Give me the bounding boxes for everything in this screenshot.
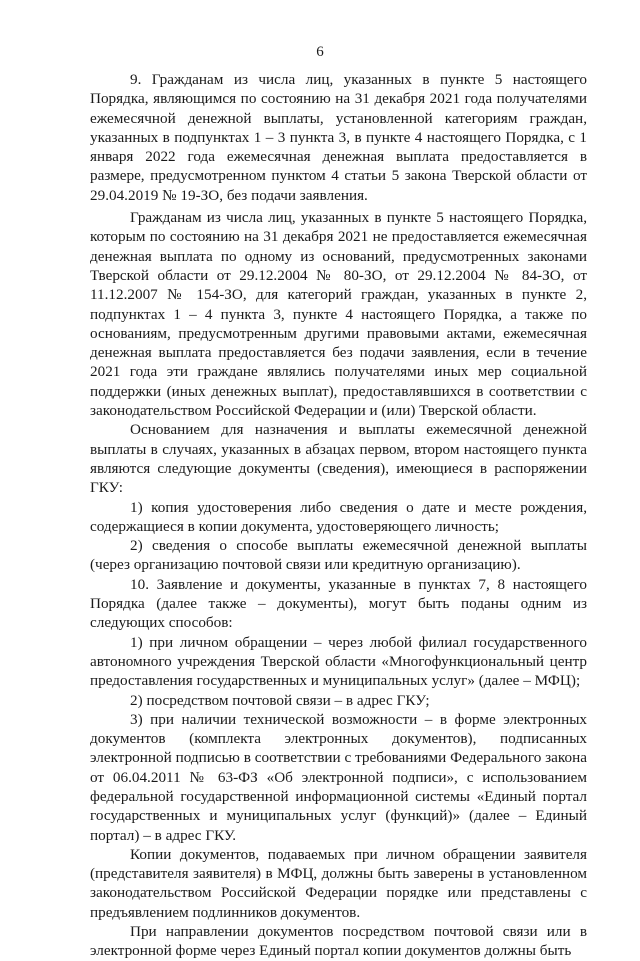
list-item-personal-visit: 1) при личном обращении – через любой филиал государственного автономного учреждения Тверской области «Многофункциональный центр предоставления государственных и муниципальных услуг» (далее – МФЦ); [90, 633, 587, 690]
list-item-electronic: 3) при наличии технической возможности – в форме электронных документов (комплекта электронных документов), подписанных электронной подписью в соответствии с требованиями Федерального закона от 06.04.2011 № 63-ФЗ «Об электронной подписи», с использованием федеральной государственной информационной системы «Единый портал государственных и муниципальных услуг (функций)» (далее – Единый портал) – в адрес ГКУ. [90, 710, 587, 844]
list-item-postal: 2) посредством почтовой связи – в адрес ГКУ; [130, 691, 430, 709]
paragraph-9-second: Гражданам из числа лиц, указанных в пункте 5 настоящего Порядка, которым по состоянию на 31 декабря 2021 не предоставляется ежемесячная денежная выплата по одному из оснований, предусмотренных законами Тверской области от 29.12.2004 № 80-ЗО, от 29.12.2004 № 84-ЗО, от 11.12.2007 № 154-ЗО, для категорий граждан, указанных в пункте 2, подпунктах 1 – 4 пункта 3, пункте 4 настоящего Порядка, а также по основаниям, предусмотренным другими правовыми актами, ежемесячная денежная выплата предоставляется без подачи заявления, если в течение 2021 года эти граждане являлись получателями иных мер социальной поддержки (иных денежных выплат), предоставлявшихся в соответствии с законодательством Российской Федерации и (или) Тверской области. [90, 209, 587, 420]
paragraph-document-copies: Копии документов, подаваемых при личном обращении заявителя (представителя заявителя) в МФЦ, должны быть заверены в установленном законодательством Российской Федерации порядке или представлены с предъявлением подлинников документов. [90, 845, 587, 921]
page-number: 6 [316, 44, 324, 60]
paragraph-9: 9. Гражданам из числа лиц, указанных в пункте 5 настоящего Порядка, являющимся по состоянию на 31 декабря 2021 года получателями ежемесячной денежной выплаты, установленной категориям граждан, указанных в подпунктах 1 – 3 пункта 3, в пункте 4 настоящего Порядка, с 1 января 2022 года ежемесячная денежная выплата предоставляется в размере, предусмотренном пунктом 4 статьи 5 закона Тверской области от 29.04.2019 № 19-ЗО, без подачи заявления. [90, 71, 587, 204]
list-item-identity-document: 1) копия удостоверения либо сведения о дате и месте рождения, содержащиеся в копии документа, удостоверяющего личность; [90, 498, 587, 535]
paragraph-10: 10. Заявление и документы, указанные в пунктах 7, 8 настоящего Порядка (далее также – документы), могут быть поданы одним из следующих способов: [90, 575, 587, 632]
paragraph-9-basis: Основанием для назначения и выплаты ежемесячной денежной выплаты в случаях, указанных в абзацах первом, втором настоящего пункта являются следующие документы (сведения), имеющиеся в распоряжении ГКУ: [90, 421, 587, 497]
list-item-payment-method: 2) сведения о способе выплаты ежемесячной денежной выплаты (через организацию почтовой связи или кредитную организацию). [90, 537, 587, 574]
paragraph-postal-electronic: При направлении документов посредством почтовой связи или в электронной форме через Единый портал копии документов должны быть [90, 923, 587, 960]
document-body [90, 70, 587, 961]
